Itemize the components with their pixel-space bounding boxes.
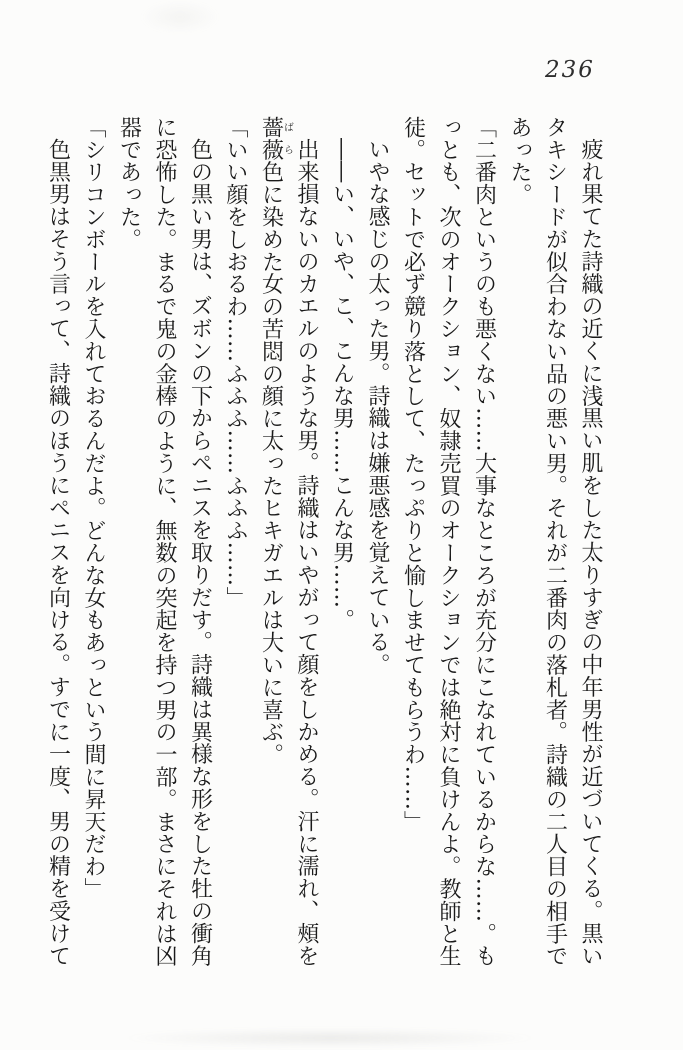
scan-smudge bbox=[140, 0, 220, 34]
scan-smudge bbox=[120, 1028, 540, 1048]
ruby-annotated-word: 薔薇ばら bbox=[258, 116, 293, 161]
paragraph: ――い、いや、こ、こんな男……こんな男……。 bbox=[329, 138, 355, 632]
paragraph: 色黒男はそう言って、詩織のほうにペニスを向ける。すでに一度、男の精を受けて bbox=[45, 138, 71, 968]
paragraph: 疲れ果てた詩織の近くに浅黒い肌をした太りすぎの中年男性が近づいてくる。黒いタキシードが似合わない品の悪い男。それが二番肉の落札者。詩織の二人目の相手であった。 bbox=[507, 116, 603, 968]
paragraph: いやな感じの太った男。詩織は嫌悪感を覚えている。 bbox=[365, 138, 390, 676]
paragraph: 「二番肉というのも悪くない……大事なところが充分にこなれているからな……。もっとも、次のオークション、奴隷売買のオークションでは絶対に負けんよ。教師と生徒。セットで必ず競り落として、たっぷりと愉しませてもらうわ……」 bbox=[400, 116, 497, 968]
paragraph: 色の黒い男は、ズボンの下からペニスを取りだす。詩織は異様な形をした牡の衝角に恐怖した。まるで鬼の金棒のように、無数の突起を持つ男の一部。まさにそれは凶器であった。 bbox=[116, 116, 213, 968]
page-number: 236 bbox=[545, 57, 595, 83]
paragraph: 「いい顔をしおるわ……ふふふ……ふふふ……」 bbox=[223, 116, 248, 609]
paragraph: 出来損ないのカエルのような男。詩織はいやがって顔をしかめる。汗に濡れ、頰を薔薇ばら色に染めた女の苦悶の顔に太ったヒキガエルは大いに喜ぶ。 bbox=[258, 116, 319, 968]
paragraph: 「シリコンボールを入れておるんだよ。どんな女もあっという間に昇天だわ」 bbox=[81, 116, 106, 900]
text-block bbox=[40, 116, 608, 968]
